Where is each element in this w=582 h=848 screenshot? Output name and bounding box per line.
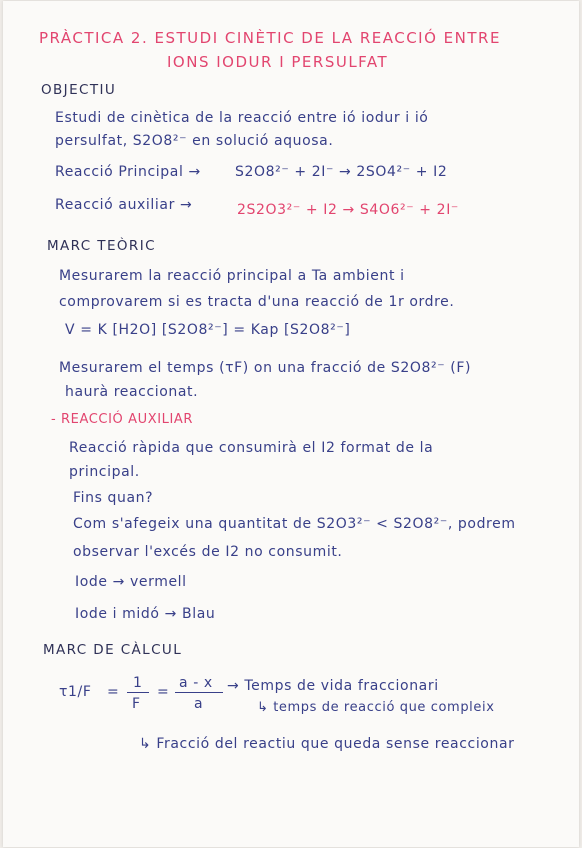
iode-vermell-line: Iode → vermell xyxy=(75,574,187,590)
reaccio-auxiliar-subheading: - REACCIÓ AUXILIAR xyxy=(51,412,194,427)
fraction-2-bar xyxy=(175,692,223,693)
reaccio-auxiliar-line-1: Reacció ràpida que consumirà el I2 format de la xyxy=(69,440,434,456)
marc-teoric-p2-line-1: Mesurarem el temps (τF) on una fracció de S2O8²⁻ (F) xyxy=(59,360,472,376)
marc-teoric-heading: MARC TEÒRIC xyxy=(47,238,156,254)
objectiu-text-line-2: persulfat, S2O8²⁻ en solució aquosa. xyxy=(55,133,334,149)
fraction-2-denominator: a xyxy=(194,696,204,712)
note-fractional-lifetime: → Temps de vida fraccionari xyxy=(227,678,439,694)
fins-quan-question: Fins quan? xyxy=(73,490,154,506)
principal-reaction-equation: S2O8²⁻ + 2I⁻ → 2SO4²⁻ + I2 xyxy=(235,164,448,180)
notebook-page xyxy=(3,1,579,847)
reaccio-auxiliar-line-2: principal. xyxy=(69,464,140,480)
marc-calcul-heading: MARC DE CÀLCUL xyxy=(43,642,183,658)
objectiu-heading: OBJECTIU xyxy=(41,82,117,98)
auxiliar-reaction-equation: 2S2O3²⁻ + I2 → S4O6²⁻ + 2I⁻ xyxy=(237,202,459,218)
note-reaction-time: ↳ temps de reacció que compleix xyxy=(257,700,495,715)
page-title-line-2: IONS IODUR I PERSULFAT xyxy=(167,53,389,71)
note-fraction-remaining: ↳ Fracció del reactiu que queda sense reaccionar xyxy=(139,736,515,752)
marc-teoric-p1-line-2: comprovarem si es tracta d'una reacció de 1r ordre. xyxy=(59,294,455,310)
principal-reaction-label: Reacció Principal → xyxy=(55,164,201,180)
fractional-lifetime-symbol: τ1/F xyxy=(59,684,92,700)
page-title-line-1: PRÀCTICA 2. ESTUDI CINÈTIC DE LA REACCIÓ ENTRE xyxy=(39,29,501,47)
condition-line-1: Com s'afegeix una quantitat de S2O3²⁻ < S2O8²⁻, podrem xyxy=(73,516,516,532)
fraction-2-numerator: a - x xyxy=(179,675,213,691)
marc-teoric-p2-line-2: haurà reaccionat. xyxy=(65,384,199,400)
fraction-1-denominator: F xyxy=(132,696,141,712)
equals-sign-1: = xyxy=(107,684,120,700)
equals-sign-2: = xyxy=(157,684,170,700)
fraction-1-numerator: 1 xyxy=(133,675,143,691)
fraction-1-bar xyxy=(127,692,149,693)
iode-blau-line: Iode i midó → Blau xyxy=(75,606,216,622)
objectiu-text-line-1: Estudi de cinètica de la reacció entre ió iodur i ió xyxy=(55,110,429,126)
rate-equation: V = K [H2O] [S2O8²⁻] = Kap [S2O8²⁻] xyxy=(65,322,351,338)
marc-teoric-p1-line-1: Mesurarem la reacció principal a Ta ambient i xyxy=(59,268,405,284)
condition-line-2: observar l'excés de I2 no consumit. xyxy=(73,544,343,560)
auxiliar-reaction-label: Reacció auxiliar → xyxy=(55,197,193,213)
